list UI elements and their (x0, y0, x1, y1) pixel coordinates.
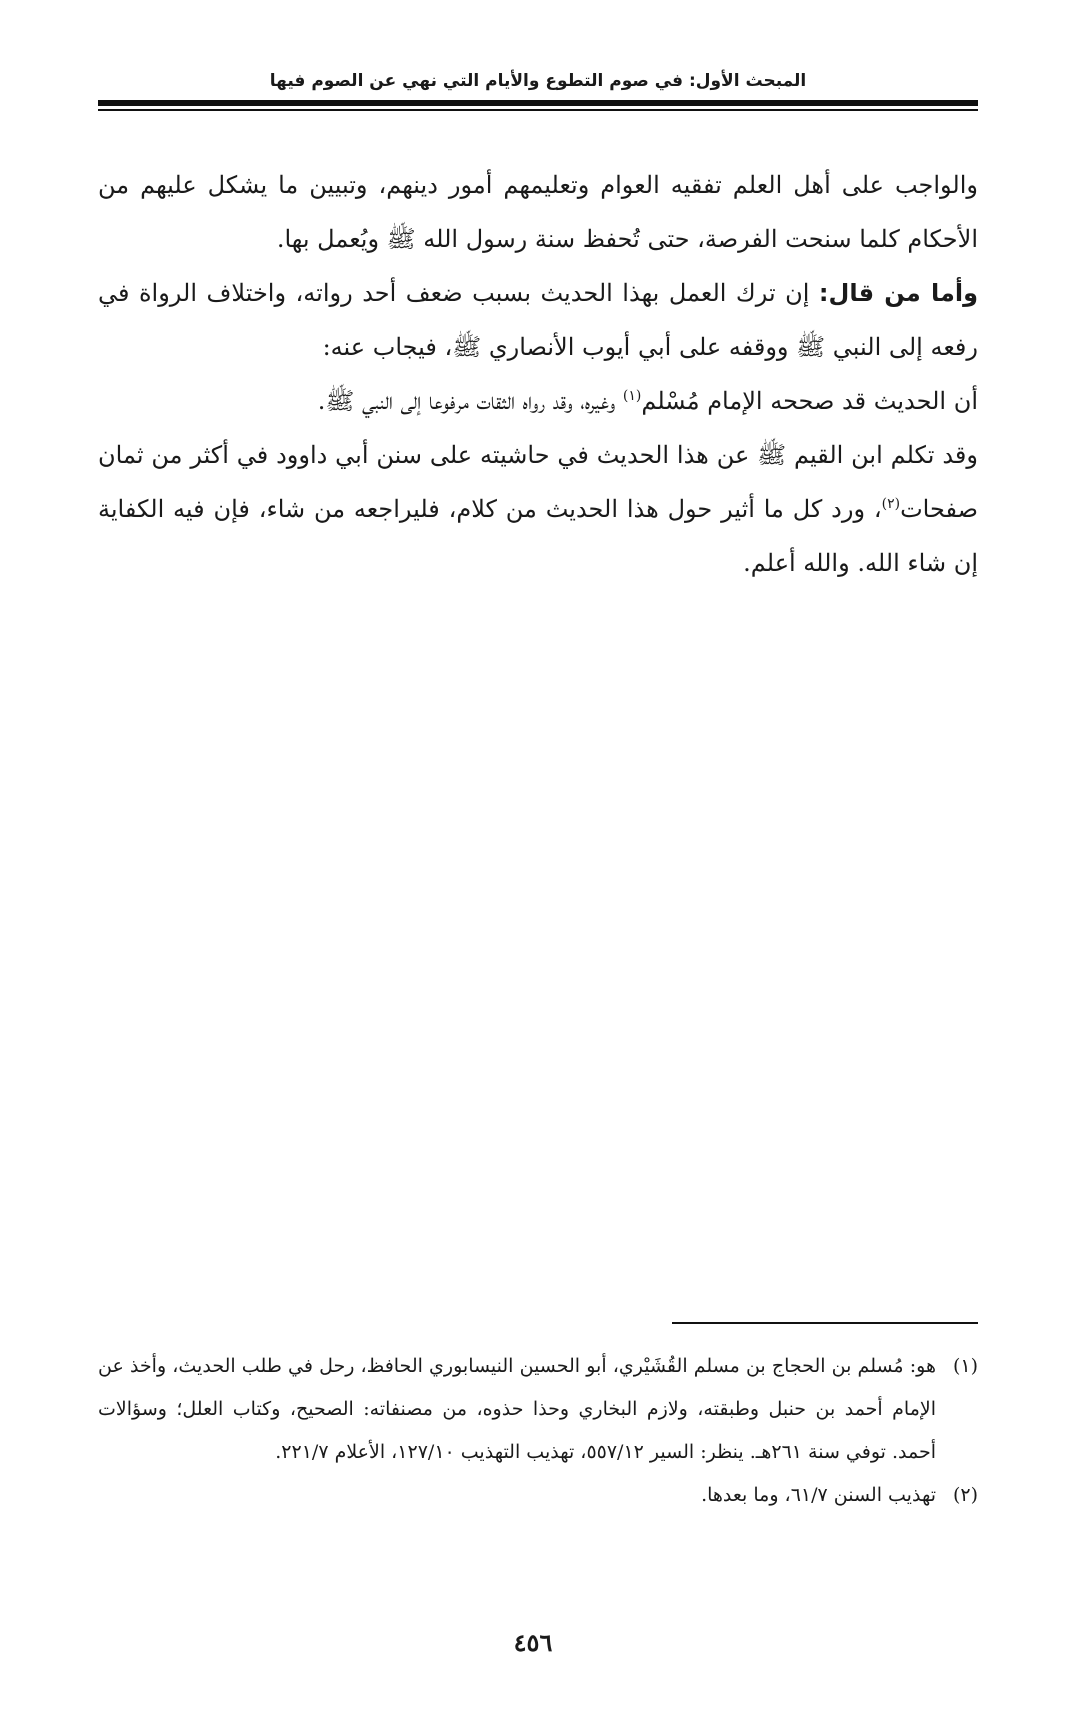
paragraph-4 (98, 428, 978, 590)
paragraph-3 (98, 374, 978, 428)
footnote-1 (98, 1345, 978, 1474)
footnote-1-number: (١) (952, 1355, 978, 1377)
footnote-1-text: هو: مُسلم بن الحجاج بن مسلم القُشَيْري، أبو الحسين النيسابوري الحافظ، رحل في طلب الحديث، وأخذ عن الإمام أحمد بن حنبل وطبقته، ولازم البخاري وحذا حذوه، من مصنفاته: الصحيح، وكتاب العلل؛ وسؤالات أحمد. توفي سنة ٢٦١هـ. ينظر: السير ٥٥٧/١٢، تهذيب التهذيب ١٢٧/١٠، الأعلام ٢٢١/٧. (98, 1355, 936, 1463)
running-header: المبحث الأول: في صوم التطوع والأيام التي نهي عن الصوم فيها (269, 71, 807, 91)
paragraph-4-text-after: ، ورد كل ما أثير حول هذا الحديث من كلام، فليراجعه من شاء، فإن فيه الكفاية إن شاء الله. والله أعلم. (98, 495, 978, 577)
paragraph-2 (98, 266, 978, 374)
paragraph-3-text-after: وغيره، وقد رواه الثقات مرفوعا إلى النبي ﷺ. (317, 387, 623, 415)
page-number: ٤٥٦ (513, 1628, 553, 1657)
footnote-ref-1[interactable]: (١) (622, 388, 642, 404)
header-rule-thick (98, 100, 978, 106)
paragraph-4-text-before: وقد تكلم ابن القيم ﷺ عن هذا الحديث في حاشيته على سنن أبي داوود في أكثر من ثمان صفحات (98, 441, 978, 523)
footnote-2 (98, 1474, 978, 1517)
paragraph-1-text: والواجب على أهل العلم تفقيه العوام وتعليمهم أمور دينهم، وتبيين ما يشكل عليهم من الأحكام كلما سنحت الفرصة، حتى تُحفظ سنة رسول الله ﷺ ويُعمل بها. (98, 171, 978, 253)
paragraph-2-lead: وأما من قال: (818, 279, 978, 307)
footnote-ref-2[interactable]: (٢) (881, 496, 901, 512)
main-text (98, 158, 978, 590)
paragraph-1 (98, 158, 978, 266)
footnote-separator (672, 1322, 978, 1324)
footnote-2-text: تهذيب السنن ٦١/٧، وما بعدها. (701, 1484, 936, 1506)
footnote-2-number: (٢) (952, 1484, 978, 1506)
footnotes (98, 1345, 978, 1517)
header-rule-thin (98, 109, 978, 111)
paragraph-3-text-before: أن الحديث قد صححه الإمام مُسْلم (641, 387, 978, 415)
paragraph-2-text: إن ترك العمل بهذا الحديث بسبب ضعف أحد رواته، واختلاف الرواة في رفعه إلى النبي ﷺ ووقفه على أبي أيوب الأنصاري ﷺ، فيجاب عنه: (98, 279, 978, 361)
